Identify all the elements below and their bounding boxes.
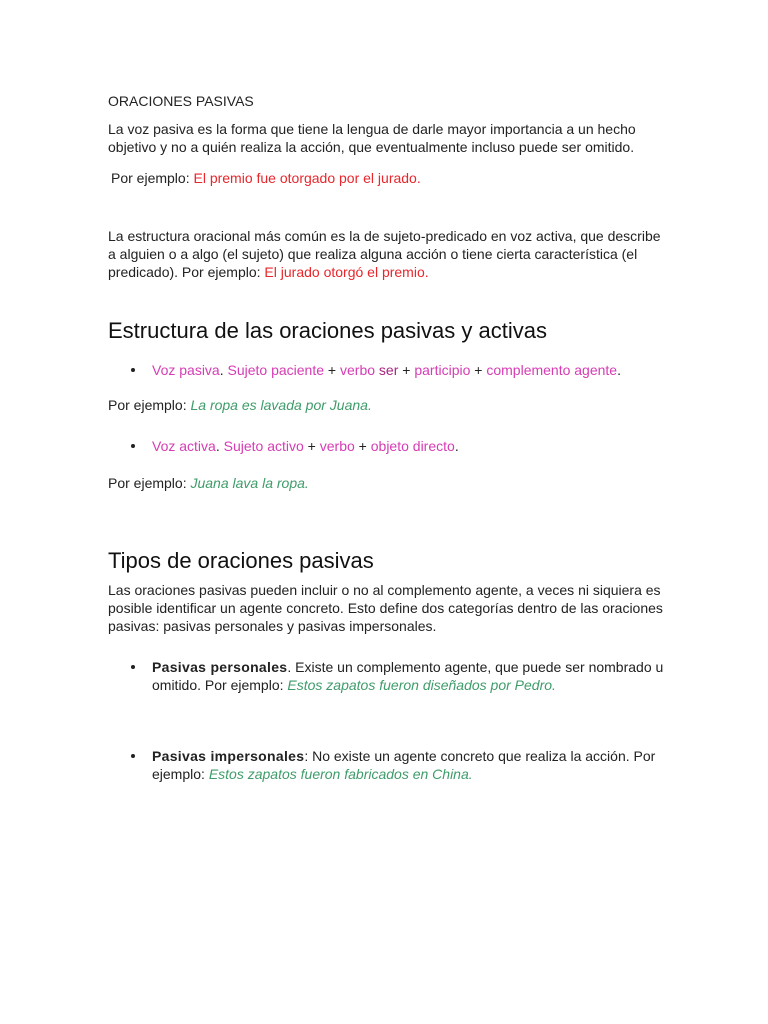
- plus-sign: +: [327, 362, 337, 378]
- intro-text: La voz pasiva es la forma que tiene la lengua de darle mayor importancia a un hecho objetivo y no a quién realiza la acción, que eventualmente incluso puede ser omitido.: [108, 121, 636, 155]
- active-example: [108, 474, 668, 492]
- example-1: [108, 169, 668, 187]
- types-list-impersonal: [108, 747, 668, 783]
- types-intro: Las oraciones pasivas pueden incluir o no al complemento agente, a veces ni siquiera es posible identificar un agente concreto. Esto define dos categorías dentro de las oraciones pasivas: pasivas personales y pasivas impersonales.: [108, 582, 663, 634]
- plus-sign: +: [358, 438, 367, 454]
- example-label: Por ejemplo:: [111, 170, 190, 186]
- structure-paragraph: [108, 227, 668, 281]
- passive-agent: complemento agente: [486, 362, 618, 378]
- types-list-personal: [108, 658, 668, 694]
- punct: .: [215, 438, 220, 454]
- passive-voice-item: [152, 361, 668, 379]
- example-text: El premio fue otorgado por el jurado.: [193, 170, 421, 186]
- passive-ser: ser: [378, 362, 399, 378]
- punct: .: [219, 362, 224, 378]
- plus-sign: +: [307, 438, 316, 454]
- punct: .: [454, 438, 459, 454]
- impersonal-passive-item: [152, 747, 668, 783]
- impersonal-example: Estos zapatos fueron fabricados en China.: [208, 766, 473, 782]
- document-page: [108, 92, 668, 783]
- impersonal-term: Pasivas impersonales: [152, 748, 305, 764]
- passive-label: Voz pasiva: [152, 362, 220, 378]
- plus-sign: +: [402, 362, 411, 378]
- active-voice-item: [152, 437, 668, 455]
- active-list: [108, 437, 668, 455]
- passive-example: [108, 396, 668, 414]
- passive-participle: participio: [414, 362, 471, 378]
- active-example-text: Juana lava la ropa.: [190, 475, 309, 491]
- example-label: Por ejemplo:: [108, 397, 187, 413]
- active-subject: Sujeto activo: [223, 438, 304, 454]
- structure-text: La estructura oracional más común es la de sujeto-predicado en voz activa, que describe a alguien o a algo (el sujeto) que realiza alguna acción o tiene cierta característica (el predicado). Por ejemplo:: [108, 228, 661, 280]
- passive-list: [108, 361, 668, 379]
- impersonal-text: : No existe un agente concreto que realiza la acción. Por ejemplo:: [152, 748, 656, 782]
- active-verb: verbo: [319, 438, 355, 454]
- plus-sign: +: [474, 362, 483, 378]
- personal-passive-item: [152, 658, 668, 694]
- structure-example: El jurado otorgó el premio.: [264, 264, 429, 280]
- personal-text: . Existe un complemento agente, que puede ser nombrado u omitido. Por ejemplo:: [152, 659, 664, 693]
- intro-paragraph: [108, 120, 668, 156]
- document-heading: ORACIONES PASIVAS: [108, 93, 254, 109]
- section-title-structure: Estructura de las oraciones pasivas y activas: [108, 318, 547, 343]
- example-label: Por ejemplo:: [108, 475, 187, 491]
- section-title-types: Tipos de oraciones pasivas: [108, 548, 374, 573]
- passive-verb: verbo: [340, 362, 376, 378]
- personal-term: Pasivas personales: [152, 659, 288, 675]
- punct: .: [617, 362, 621, 378]
- active-label: Voz activa: [152, 438, 216, 454]
- personal-example: Estos zapatos fueron diseñados por Pedro.: [287, 677, 556, 693]
- passive-example-text: La ropa es lavada por Juana.: [190, 397, 372, 413]
- passive-subject: Sujeto paciente: [227, 362, 325, 378]
- active-object: objeto directo: [370, 438, 455, 454]
